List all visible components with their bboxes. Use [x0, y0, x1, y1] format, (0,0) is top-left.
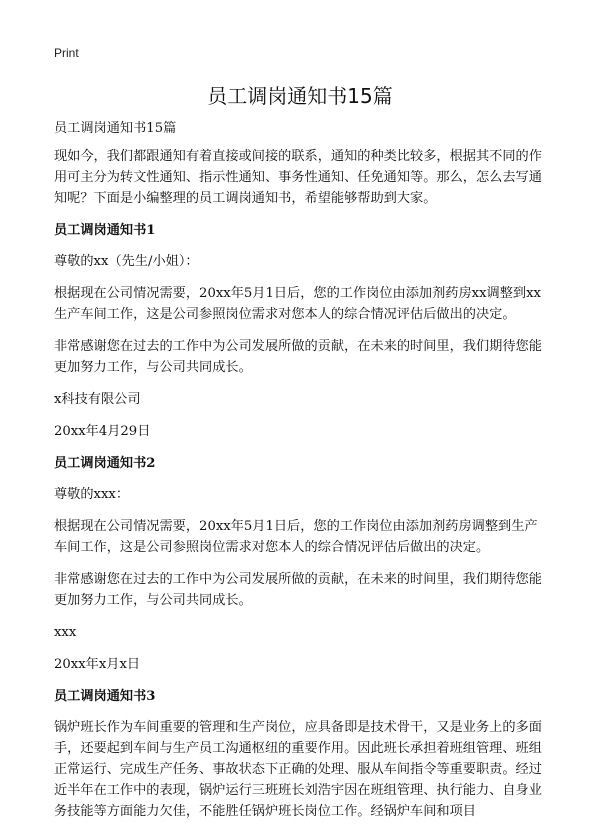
intro-paragraph: 现如今，我们都跟通知有着直接或间接的联系，通知的种类比较多，根据其不同的作用可主分为转文性通知、指示性通知、事务性通知、任免通知等。那么，怎么去写通知呢？下面是小编整理的员工调岗通知书，希望能够帮助到大家。	[54, 149, 542, 206]
company-name: xxx	[54, 625, 77, 640]
section-heading: 员工调岗通知书2	[54, 456, 156, 471]
section-heading: 员工调岗通知书3	[54, 689, 156, 704]
body-paragraph: 根据现在公司情况需要，20xx年5月1日后，您的工作岗位由添加剂药房调整到生产车间工作，这是公司参照岗位需求对您本人的综合情况评估后做出的决定。	[54, 519, 538, 555]
greeting: 尊敬的xx（先生/小姐）：	[54, 254, 199, 269]
document-title: 员工调岗通知书15篇	[207, 84, 393, 108]
body-paragraph: 根据现在公司情况需要，20xx年5月1日后，您的工作岗位由添加剂药房xx调整到xx生产车间工作，这是公司参照岗位需求对您本人的综合情况评估后做出的决定。	[54, 286, 541, 322]
body-paragraph: 非常感谢您在过去的工作中为公司发展所做的贡献，在未来的时间里，我们期待您能更加努力工作，与公司共同成长。	[54, 572, 542, 608]
greeting: 尊敬的xxx：	[54, 487, 130, 502]
body-paragraph: 非常感谢您在过去的工作中为公司发展所做的贡献，在未来的时间里，我们期待您能更加努力工作，与公司共同成长。	[54, 339, 542, 375]
print-link[interactable]: Print	[54, 46, 79, 60]
company-name: x科技有限公司	[54, 392, 141, 407]
document-body	[54, 118, 544, 822]
letter-date: 20xx年4月29日	[54, 424, 151, 439]
letter-date: 20xx年x月x日	[54, 657, 141, 672]
section-heading: 员工调岗通知书1	[54, 223, 156, 238]
document-subtitle: 员工调岗通知书15篇	[54, 121, 177, 136]
body-paragraph: 锅炉班长作为车间重要的管理和生产岗位，应具备即是技术骨干，又是业务上的多面手，还要起到车间与生产员工沟通枢纽的重要作用。因此班长承担着班组管理、班组正常运行、完成生产任务、事故状态下正确的处理、服从车间指令等重要职责。经过近半年在工作中的表现，锅炉运行三班班长刘浩宇因在班组管理、执行能力、自身业务技能等方面能力欠佳，不能胜任锅炉班长岗位工作。经锅炉车间和项目	[54, 720, 542, 819]
